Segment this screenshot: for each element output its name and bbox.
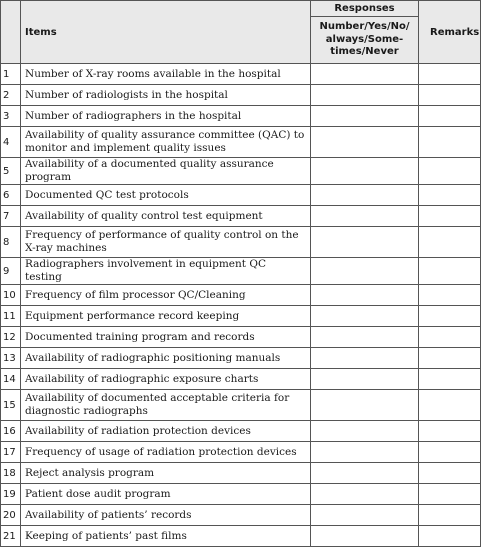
table-row [1,185,481,206]
table-row [1,369,481,390]
row-number: 16 [1,421,21,442]
remarks-cell [419,185,481,206]
remarks-cell [419,206,481,227]
row-item: Availability of radiographic positioning manuals [21,348,311,369]
remarks-cell [419,127,481,158]
row-item: Availability of radiographic exposure charts [21,369,311,390]
table-row [1,85,481,106]
response-cell [311,258,419,285]
response-cell [311,106,419,127]
response-cell [311,390,419,421]
response-cell [311,442,419,463]
remarks-cell [419,442,481,463]
remarks-cell [419,369,481,390]
remarks-cell [419,463,481,484]
row-number: 7 [1,206,21,227]
response-cell [311,505,419,526]
remarks-cell [419,258,481,285]
table-row [1,327,481,348]
row-item: Availability of a documented quality assurance program [21,158,311,185]
table-body [1,64,481,547]
table-row [1,227,481,258]
response-cell [311,369,419,390]
table-row [1,106,481,127]
table-row [1,158,481,185]
row-number: 10 [1,285,21,306]
row-item: Keeping of patients’ past films [21,526,311,547]
row-number: 1 [1,64,21,85]
table-row [1,505,481,526]
table-row [1,390,481,421]
row-item: Equipment performance record keeping [21,306,311,327]
response-cell [311,227,419,258]
remarks-cell [419,327,481,348]
table-row [1,258,481,285]
responses-header: Responses [311,1,419,17]
response-cell [311,285,419,306]
row-item: Radiographers involvement in equipment QC testing [21,258,311,285]
table-row [1,484,481,505]
row-item: Documented training program and records [21,327,311,348]
response-cell [311,206,419,227]
row-item: Frequency of usage of radiation protection devices [21,442,311,463]
row-number: 3 [1,106,21,127]
row-item: Availability of patients’ records [21,505,311,526]
row-number: 12 [1,327,21,348]
table-row [1,127,481,158]
remarks-cell [419,390,481,421]
responses-subheader: Number/Yes/No/ always/Some- times/Never [311,17,419,64]
row-number: 18 [1,463,21,484]
row-item: Availability of quality control test equipment [21,206,311,227]
table-row [1,526,481,547]
response-cell [311,127,419,158]
row-number: 8 [1,227,21,258]
response-cell [311,306,419,327]
row-number: 20 [1,505,21,526]
remarks-cell [419,64,481,85]
table-row [1,421,481,442]
row-number: 4 [1,127,21,158]
response-cell [311,526,419,547]
remarks-cell [419,306,481,327]
row-number: 14 [1,369,21,390]
response-cell [311,327,419,348]
response-cell [311,185,419,206]
table-row [1,285,481,306]
row-item: Number of X-ray rooms available in the hospital [21,64,311,85]
response-cell [311,64,419,85]
row-number: 11 [1,306,21,327]
table-row [1,442,481,463]
remarks-cell [419,421,481,442]
row-number: 21 [1,526,21,547]
response-cell [311,158,419,185]
row-number: 5 [1,158,21,185]
remarks-cell [419,484,481,505]
row-number: 6 [1,185,21,206]
row-number: 9 [1,258,21,285]
remarks-cell [419,85,481,106]
row-item: Availability of quality assurance committee (QAC) to monitor and implement quality issues [21,127,311,158]
table-row [1,64,481,85]
row-number: 15 [1,390,21,421]
response-cell [311,348,419,369]
row-item: Reject analysis program [21,463,311,484]
remarks-cell [419,505,481,526]
remarks-cell [419,348,481,369]
response-cell [311,85,419,106]
response-cell [311,484,419,505]
row-number: 17 [1,442,21,463]
remarks-cell [419,158,481,185]
table-row [1,206,481,227]
table-row [1,306,481,327]
number-header-cell [1,1,21,64]
remarks-cell [419,106,481,127]
items-header: Items [21,1,311,64]
row-item: Number of radiologists in the hospital [21,85,311,106]
row-item: Frequency of performance of quality control on the X-ray machines [21,227,311,258]
response-cell [311,463,419,484]
row-item: Number of radiographers in the hospital [21,106,311,127]
remarks-cell [419,227,481,258]
remarks-cell [419,526,481,547]
table-row [1,463,481,484]
row-number: 13 [1,348,21,369]
row-item: Availability of documented acceptable criteria for diagnostic radiographs [21,390,311,421]
row-number: 2 [1,85,21,106]
row-item: Patient dose audit program [21,484,311,505]
row-item: Documented QC test protocols [21,185,311,206]
remarks-header: Remarks [419,1,481,64]
table-row [1,348,481,369]
row-item: Availability of radiation protection devices [21,421,311,442]
response-cell [311,421,419,442]
remarks-cell [419,285,481,306]
row-item: Frequency of film processor QC/Cleaning [21,285,311,306]
row-number: 19 [1,484,21,505]
